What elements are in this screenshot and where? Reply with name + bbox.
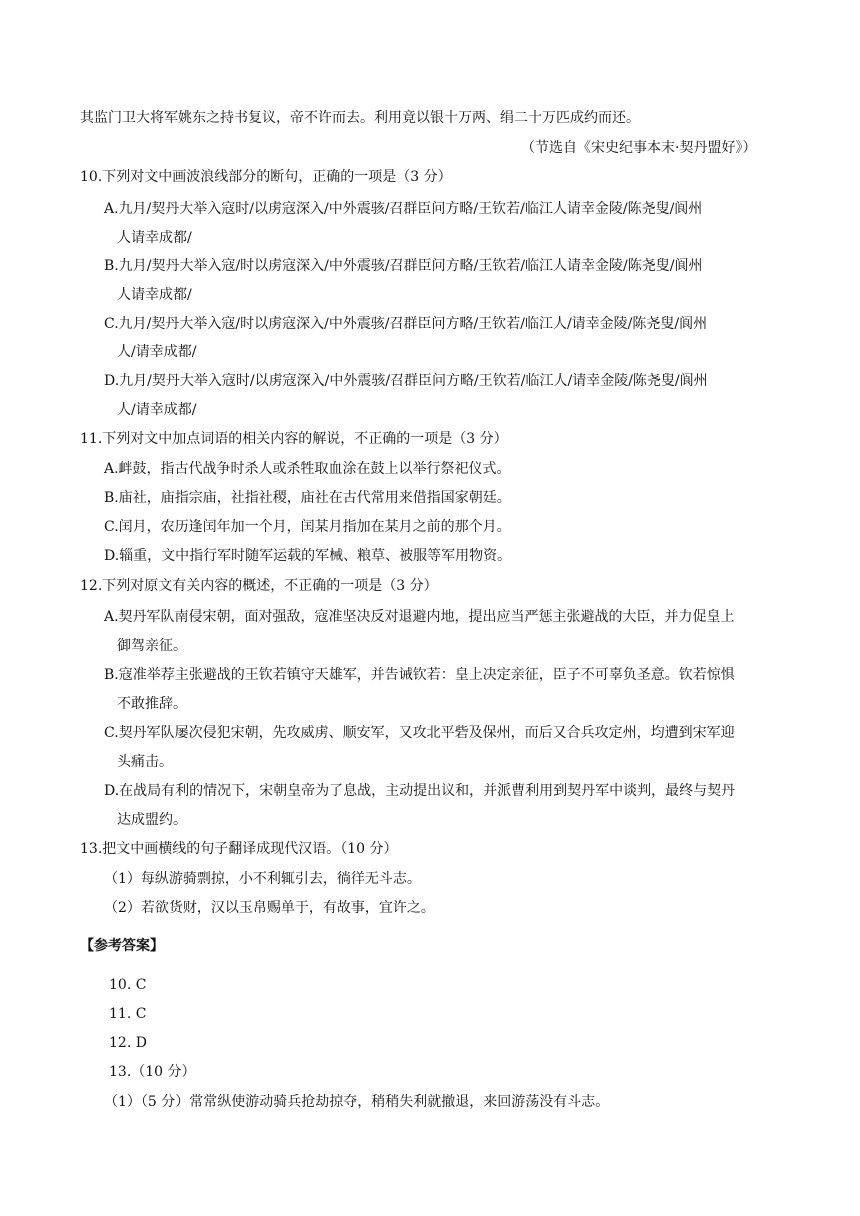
passage-last-line: 其监门卫大将军姚东之持书复议，帝不许而去。利用竟以银十万两、绢二十万匹成约而还。 [80,110,640,126]
q12-option-d-line2: 达成盟约。 [117,812,187,828]
passage-source: （节选自《宋史纪事本末·契丹盟好》） [521,140,757,156]
q10-option-c-line2: 人/请幸成都/ [117,344,197,360]
q12-option-c-line2: 头痛击。 [117,754,173,770]
q11-option-c: C.闰月，农历逢闰年加一个月，闰某月指加在某月之前的那个月。 [104,519,511,535]
q10-option-a-line1: A.九月/契丹大举入寇时/以虏寇深入/中外震骇/召群臣问方略/王钦若/临江人请幸金陵/陈尧叟/阆州 [104,201,703,217]
q11-stem: 11.下列对文中加点词语的相关内容的解说，不正确的一项是（3 分） [80,431,508,447]
answer-11: 11. C [109,1006,147,1022]
answer-12: 12. D [109,1035,147,1051]
answer-13-detail: （1）（5 分）常常纵使游动骑兵抢劫掠夺，稍稍失利就撤退，来回游荡没有斗志。 [104,1094,610,1110]
q10-option-c-line1: C.九月/契丹大举入寇/时以虏寇深入/中外震骇/召群臣问方略/王钦若/临江人/请幸金陵/陈尧叟/阆州 [104,316,708,332]
q10-option-d-line2: 人/请幸成都/ [117,402,197,418]
answer-13: 13.（10 分） [109,1064,196,1080]
q12-option-d-line1: D.在战局有利的情况下，宋朝皇帝为了息战，主动提出议和，并派曹利用到契丹军中谈判，最终与契丹 [104,783,736,799]
q10-option-a-line2: 人请幸成都/ [117,230,192,246]
q10-option-b-line2: 人请幸成都/ [117,287,192,303]
q10-option-d-line1: D.九月/契丹大举入寇时/以虏寇深入/中外震骇/召群臣问方略/王钦若/临江人/请幸金陵/陈尧叟/阆州 [104,373,708,389]
q12-option-b-line1: B.寇准举荐主张避战的王钦若镇守天雄军，并告诫钦若：皇上决定亲征，臣子不可辜负圣意。钦若惊惧 [104,667,735,683]
answers-heading: 【参考答案】 [80,938,164,954]
q11-option-a: A.衅鼓，指古代战争时杀人或杀牲取血涂在鼓上以举行祭祀仪式。 [104,461,511,477]
q10-stem: 10.下列对文中画波浪线部分的断句，正确的一项是（3 分） [80,169,452,185]
answer-10: 10. C [109,977,147,993]
q12-option-a-line2: 御驾亲征。 [117,638,187,654]
q13-stem: 13.把文中画横线的句子翻译成现代汉语。（10 分） [80,841,398,857]
q13-item-1: （1）每纵游骑剽掠，小不利辄引去，徜徉无斗志。 [104,871,421,887]
q12-option-c-line1: C.契丹军队屡次侵犯宋朝，先攻威虏、顺安军，又攻北平砦及保州，而后又合兵攻定州，均遭到宋军迎 [104,725,735,741]
q13-item-2: （2）若欲货财，汉以玉帛赐单于，有故事，宜许之。 [104,900,435,916]
q10-option-b-line1: B.九月/契丹大举入寇/时以虏寇深入/中外震骇/召群臣问方略/王钦若/临江人请幸金陵/陈尧叟/阆州 [104,258,703,274]
q11-option-d: D.辎重，文中指行军时随军运载的军械、粮草、被服等军用物资。 [104,548,512,564]
q12-option-b-line2: 不敢推辞。 [117,696,187,712]
q12-stem: 12.下列对原文有关内容的概述，不正确的一项是（3 分） [80,578,438,594]
q12-option-a-line1: A.契丹军队南侵宋朝，面对强敌，寇准坚决反对退避内地，提出应当严惩主张避战的大臣，并力促皇上 [104,609,735,625]
q11-option-b: B.庙社，庙指宗庙，社指社稷，庙社在古代常用来借指国家朝廷。 [104,490,511,506]
